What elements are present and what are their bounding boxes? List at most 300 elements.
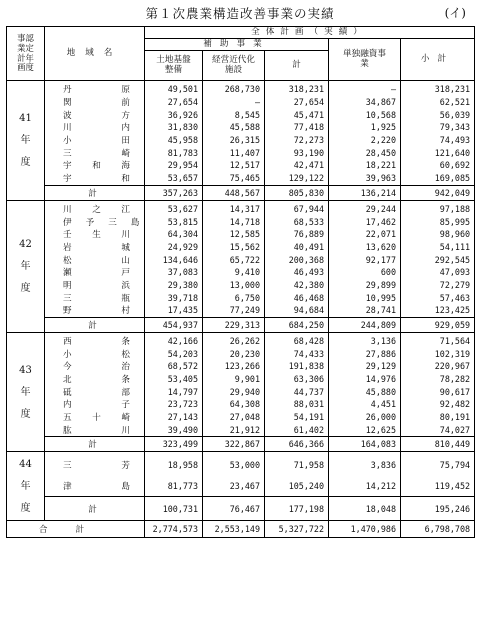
region-name: [45, 200, 145, 215]
region-name-text: [47, 228, 142, 240]
value-base: 53,405: [145, 373, 203, 386]
value-independent: 28,741: [329, 304, 401, 317]
subtotal-independent: 164,083: [329, 437, 401, 452]
region-name-char: 小: [63, 136, 72, 147]
region-name-char: 岩: [63, 242, 72, 253]
subtotal-total: 805,830: [265, 185, 329, 200]
value-modern: 75,465: [203, 172, 265, 185]
table-row: [7, 360, 475, 373]
value-base: 53,657: [145, 172, 203, 185]
value-base: 23,723: [145, 398, 203, 411]
value-total: 63,306: [265, 373, 329, 386]
value-base: 17,435: [145, 304, 203, 317]
value-modern: 64,308: [203, 398, 265, 411]
value-modern: 15,562: [203, 241, 265, 254]
period-cell: [7, 452, 45, 521]
region-name-char: 波: [63, 110, 72, 121]
region-name-text: [47, 373, 142, 385]
table-row: [7, 200, 475, 215]
value-independent: 14,212: [329, 476, 401, 497]
period-label-part: 年: [20, 481, 31, 493]
value-base: 37,083: [145, 266, 203, 279]
value-subtotal: 62,521: [401, 96, 475, 109]
region-name-char: 芳: [121, 461, 130, 472]
region-name-char: 五: [63, 413, 72, 424]
region-name-text: [47, 134, 142, 146]
table-row: [7, 81, 475, 96]
value-base: 18,958: [145, 452, 203, 476]
value-total: 68,428: [265, 332, 329, 347]
period-label-part: 年: [20, 135, 31, 147]
value-total: 318,231: [265, 81, 329, 96]
value-independent: —: [329, 81, 401, 96]
region-name: [45, 228, 145, 241]
region-name-char: 生: [92, 230, 101, 241]
region-name-char: 前: [121, 98, 130, 109]
region-name: [45, 360, 145, 373]
value-modern: 12,517: [203, 159, 265, 172]
value-base: 31,830: [145, 121, 203, 134]
table-row: [7, 215, 475, 228]
value-modern: 26,262: [203, 332, 265, 347]
table-row: [7, 476, 475, 497]
value-independent: 3,836: [329, 452, 401, 476]
region-name: [45, 347, 145, 360]
grand-total-independent: 1,470,986: [329, 521, 401, 538]
value-modern: 21,912: [203, 424, 265, 437]
subtotal-subtotal: 942,049: [401, 185, 475, 200]
value-modern: 23,467: [203, 476, 265, 497]
subtotal-modern: 76,467: [203, 497, 265, 521]
region-name: [45, 279, 145, 292]
value-base: 36,926: [145, 108, 203, 121]
value-total: 76,889: [265, 228, 329, 241]
grand-total-modern: 2,553,149: [203, 521, 265, 538]
region-name-text: [47, 121, 142, 133]
subtotal-row: [7, 317, 475, 332]
region-name-text: [47, 172, 142, 184]
period-label-part: 度: [20, 408, 31, 420]
region-name-char: 子: [121, 400, 130, 411]
table-row: [7, 291, 475, 304]
grand-total-label: 合計: [7, 521, 145, 538]
region-name-char: 海: [121, 161, 130, 172]
region-name-char: 条: [121, 337, 130, 348]
region-name-char: 明: [63, 280, 72, 291]
value-base: 29,380: [145, 279, 203, 292]
subtotal-total: 684,250: [265, 317, 329, 332]
subtotal-row: [7, 437, 475, 452]
header-modern: 経営近代化施設: [203, 51, 265, 81]
table-body: [7, 81, 475, 538]
value-independent: 29,129: [329, 360, 401, 373]
region-name-char: 松: [63, 255, 72, 266]
value-subtotal: 123,425: [401, 304, 475, 317]
value-base: 54,203: [145, 347, 203, 360]
value-independent: 26,000: [329, 411, 401, 424]
value-total: 67,944: [265, 200, 329, 215]
table-row: [7, 304, 475, 317]
value-base: 39,490: [145, 424, 203, 437]
value-total: 45,471: [265, 108, 329, 121]
region-name-char: 三: [63, 461, 72, 472]
grand-total-base: 2,774,573: [145, 521, 203, 538]
value-independent: 92,177: [329, 253, 401, 266]
region-name: [45, 134, 145, 147]
region-name: [45, 146, 145, 159]
period-label-part: 度: [20, 503, 31, 515]
region-name-text: [47, 83, 142, 95]
region-name-text: [47, 398, 142, 410]
region-name-char: 戸: [121, 268, 130, 279]
header-sub-total: 計: [265, 51, 329, 81]
region-name-text: [47, 241, 142, 253]
region-name-text: [47, 411, 142, 423]
region-name-char: 宇: [63, 161, 72, 172]
value-independent: 29,244: [329, 200, 401, 215]
subtotal-row: [7, 185, 475, 200]
value-modern: 12,585: [203, 228, 265, 241]
value-subtotal: 56,039: [401, 108, 475, 121]
value-base: 14,797: [145, 385, 203, 398]
value-independent: 45,880: [329, 385, 401, 398]
region-name-char: 部: [121, 387, 130, 398]
region-name-char: 西: [63, 337, 72, 348]
value-subtotal: 54,111: [401, 241, 475, 254]
value-total: 77,418: [265, 121, 329, 134]
value-modern: 8,545: [203, 108, 265, 121]
results-table: [6, 26, 475, 538]
value-total: 200,368: [265, 253, 329, 266]
region-name-char: 条: [121, 375, 130, 386]
subtotal-total: 646,366: [265, 437, 329, 452]
value-total: 88,031: [265, 398, 329, 411]
region-name-text: [47, 147, 142, 159]
subtotal-subtotal: 195,246: [401, 497, 475, 521]
value-modern: 9,410: [203, 266, 265, 279]
region-name-char: 江: [121, 204, 130, 215]
region-name-char: 内: [63, 400, 72, 411]
value-modern: 53,000: [203, 452, 265, 476]
header-base: 土地基盤整備: [145, 51, 203, 81]
table-row: [7, 398, 475, 411]
header-total-cost: 全体計画（実績）: [145, 27, 475, 39]
value-subtotal: 97,188: [401, 200, 475, 215]
value-modern: 27,048: [203, 411, 265, 424]
subtotal-independent: 244,809: [329, 317, 401, 332]
region-name-text: [47, 424, 142, 436]
value-subtotal: 85,995: [401, 215, 475, 228]
table-row: [7, 253, 475, 266]
value-independent: 10,995: [329, 291, 401, 304]
value-subtotal: 92,482: [401, 398, 475, 411]
value-subtotal: 79,343: [401, 121, 475, 134]
region-name-char: 島: [130, 217, 140, 228]
value-base: 53,815: [145, 215, 203, 228]
value-base: 24,929: [145, 241, 203, 254]
period-cell: [7, 332, 45, 452]
subtotal-subtotal: 929,059: [401, 317, 475, 332]
period-label-part: 年: [20, 386, 31, 398]
subtotal-subtotal: 810,449: [401, 437, 475, 452]
value-independent: 22,071: [329, 228, 401, 241]
value-modern: 77,249: [203, 304, 265, 317]
value-total: 68,533: [265, 215, 329, 228]
value-independent: 13,620: [329, 241, 401, 254]
value-modern: 9,901: [203, 373, 265, 386]
period-cell: [7, 81, 45, 201]
region-name-char: 川: [121, 425, 130, 436]
subtotal-base: 357,263: [145, 185, 203, 200]
value-base: 49,501: [145, 81, 203, 96]
region-name: [45, 452, 145, 476]
value-subtotal: 318,231: [401, 81, 475, 96]
value-subtotal: 292,545: [401, 253, 475, 266]
subtotal-label: 計: [45, 497, 145, 521]
region-name-char: 三: [108, 217, 117, 228]
region-name-char: 和: [92, 161, 101, 172]
header-subsidy: 補助事業: [145, 39, 329, 51]
value-total: 105,240: [265, 476, 329, 497]
value-subtotal: 71,564: [401, 332, 475, 347]
value-modern: 123,266: [203, 360, 265, 373]
region-name-char: 内: [121, 123, 130, 134]
value-subtotal: 47,093: [401, 266, 475, 279]
value-independent: 39,963: [329, 172, 401, 185]
region-name-char: 浜: [121, 280, 130, 291]
region-name-text: [47, 292, 142, 304]
value-subtotal: 119,452: [401, 476, 475, 497]
region-name-char: 山: [121, 255, 130, 266]
region-name-text: [47, 360, 142, 372]
header-subtotal: 小計: [401, 39, 475, 81]
subtotal-total: 177,198: [265, 497, 329, 521]
region-name-char: 瀬: [63, 268, 72, 279]
value-independent: 1,925: [329, 121, 401, 134]
table-row: [7, 172, 475, 185]
value-independent: 2,220: [329, 134, 401, 147]
region-name: [45, 159, 145, 172]
value-modern: 268,730: [203, 81, 265, 96]
header-independent: 単独融資事業: [329, 39, 401, 81]
region-name: [45, 476, 145, 497]
region-name-char: 関: [63, 98, 72, 109]
region-name-char: 今: [63, 362, 72, 373]
value-subtotal: 102,319: [401, 347, 475, 360]
region-name-char: 川: [63, 204, 72, 215]
table-row: [7, 134, 475, 147]
region-name-char: 治: [121, 362, 130, 373]
value-base: 81,783: [145, 146, 203, 159]
value-base: 81,773: [145, 476, 203, 497]
value-base: 27,143: [145, 411, 203, 424]
value-base: 39,718: [145, 291, 203, 304]
value-independent: 17,462: [329, 215, 401, 228]
region-name-char: 川: [121, 230, 130, 241]
region-name: [45, 398, 145, 411]
region-name-char: 三: [63, 148, 72, 159]
value-modern: 14,718: [203, 215, 265, 228]
value-base: 45,958: [145, 134, 203, 147]
subtotal-independent: 18,048: [329, 497, 401, 521]
value-base: 29,954: [145, 159, 203, 172]
region-name-text: [47, 96, 142, 108]
region-name-char: 津: [63, 482, 72, 493]
subtotal-label: 計: [45, 185, 145, 200]
grand-total-total: 5,327,722: [265, 521, 329, 538]
region-name-char: 伊: [63, 217, 72, 228]
region-name-text: [47, 216, 142, 228]
value-modern: 20,230: [203, 347, 265, 360]
region-name-text: [47, 159, 142, 171]
value-total: 46,468: [265, 291, 329, 304]
corner-mark: (イ): [444, 6, 466, 20]
table-row: [7, 373, 475, 386]
table-row: [7, 108, 475, 121]
value-subtotal: 220,967: [401, 360, 475, 373]
subtotal-base: 454,937: [145, 317, 203, 332]
region-name: [45, 424, 145, 437]
region-name-char: 方: [121, 110, 130, 121]
table-row: [7, 146, 475, 159]
subtotal-label: 計: [45, 437, 145, 452]
region-name: [45, 373, 145, 386]
value-subtotal: 75,794: [401, 452, 475, 476]
table-row: [7, 228, 475, 241]
value-subtotal: 74,027: [401, 424, 475, 437]
value-independent: 10,568: [329, 108, 401, 121]
region-name-char: 北: [63, 375, 72, 386]
value-total: 74,433: [265, 347, 329, 360]
value-modern: 45,588: [203, 121, 265, 134]
region-name: [45, 411, 145, 424]
value-independent: 3,136: [329, 332, 401, 347]
value-base: 53,627: [145, 200, 203, 215]
value-subtotal: 57,463: [401, 291, 475, 304]
region-name: [45, 172, 145, 185]
table-row: [7, 424, 475, 437]
value-subtotal: 78,282: [401, 373, 475, 386]
subtotal-modern: 448,567: [203, 185, 265, 200]
region-name-char: 崎: [121, 148, 130, 159]
region-name: [45, 121, 145, 134]
value-subtotal: 80,191: [401, 411, 475, 424]
value-modern: 26,315: [203, 134, 265, 147]
value-total: 42,471: [265, 159, 329, 172]
value-total: 94,684: [265, 304, 329, 317]
value-total: 46,493: [265, 266, 329, 279]
region-name: [45, 385, 145, 398]
table-row: [7, 159, 475, 172]
region-name: [45, 266, 145, 279]
value-independent: 14,976: [329, 373, 401, 386]
value-subtotal: 72,279: [401, 279, 475, 292]
value-modern: —: [203, 96, 265, 109]
region-name-text: [47, 386, 142, 398]
value-subtotal: 74,493: [401, 134, 475, 147]
period-label-part: 度: [20, 157, 31, 169]
value-total: 129,122: [265, 172, 329, 185]
table-row: [7, 347, 475, 360]
header-period: 事認業定計年画度: [7, 27, 45, 81]
table-row: [7, 96, 475, 109]
value-subtotal: 90,617: [401, 385, 475, 398]
value-subtotal: 121,640: [401, 146, 475, 159]
region-name-text: [47, 266, 142, 278]
region-name-char: 之: [92, 204, 101, 215]
period-label-part: 44: [19, 459, 32, 471]
region-name-char: 野: [63, 306, 72, 317]
region-name-text: [47, 304, 142, 316]
region-name-text: [47, 279, 142, 291]
subtotal-independent: 136,214: [329, 185, 401, 200]
region-name-char: 田: [121, 136, 130, 147]
value-independent: 29,899: [329, 279, 401, 292]
region-name: [45, 304, 145, 317]
subtotal-row: [7, 497, 475, 521]
region-name-char: 松: [121, 349, 130, 360]
region-name-char: 壬: [63, 230, 72, 241]
region-name-text: [47, 335, 142, 347]
period-label-part: 42: [19, 239, 32, 251]
table-row: [7, 279, 475, 292]
value-independent: 28,450: [329, 146, 401, 159]
value-independent: 600: [329, 266, 401, 279]
value-modern: 29,940: [203, 385, 265, 398]
region-name-char: 崎: [121, 413, 130, 424]
table-row: [7, 241, 475, 254]
value-total: 71,958: [265, 452, 329, 476]
grand-total-row: [7, 521, 475, 538]
region-name-text: [47, 348, 142, 360]
region-name-char: 島: [121, 482, 130, 493]
value-base: 64,304: [145, 228, 203, 241]
region-name-text: [47, 459, 142, 471]
value-subtotal: 98,960: [401, 228, 475, 241]
table-row: [7, 411, 475, 424]
grand-total-subtotal: 6,798,708: [401, 521, 475, 538]
table-row: [7, 332, 475, 347]
table-row: [7, 266, 475, 279]
region-name-char: 宇: [63, 174, 72, 185]
region-name-char: 丹: [63, 85, 72, 96]
document-title: 第１次農業構造改善事業の実績: [145, 6, 335, 21]
region-name-char: 川: [63, 123, 72, 134]
region-name: [45, 241, 145, 254]
value-independent: 12,625: [329, 424, 401, 437]
value-subtotal: 169,085: [401, 172, 475, 185]
value-independent: 18,221: [329, 159, 401, 172]
region-name: [45, 96, 145, 109]
value-total: 44,737: [265, 385, 329, 398]
table-row: [7, 121, 475, 134]
region-name-char: 三: [63, 293, 72, 304]
value-base: 27,654: [145, 96, 203, 109]
region-name: [45, 215, 145, 228]
value-total: 42,380: [265, 279, 329, 292]
region-name-char: 瓶: [121, 293, 130, 304]
region-name-char: 小: [63, 349, 72, 360]
value-total: 61,402: [265, 424, 329, 437]
region-name-char: 原: [121, 85, 130, 96]
subtotal-label: 計: [45, 317, 145, 332]
region-name-text: [47, 203, 142, 215]
table-row: [7, 452, 475, 476]
region-name-char: 砥: [63, 387, 72, 398]
value-base: 134,646: [145, 253, 203, 266]
period-label-part: 41: [19, 113, 32, 125]
region-name-text: [47, 480, 142, 492]
